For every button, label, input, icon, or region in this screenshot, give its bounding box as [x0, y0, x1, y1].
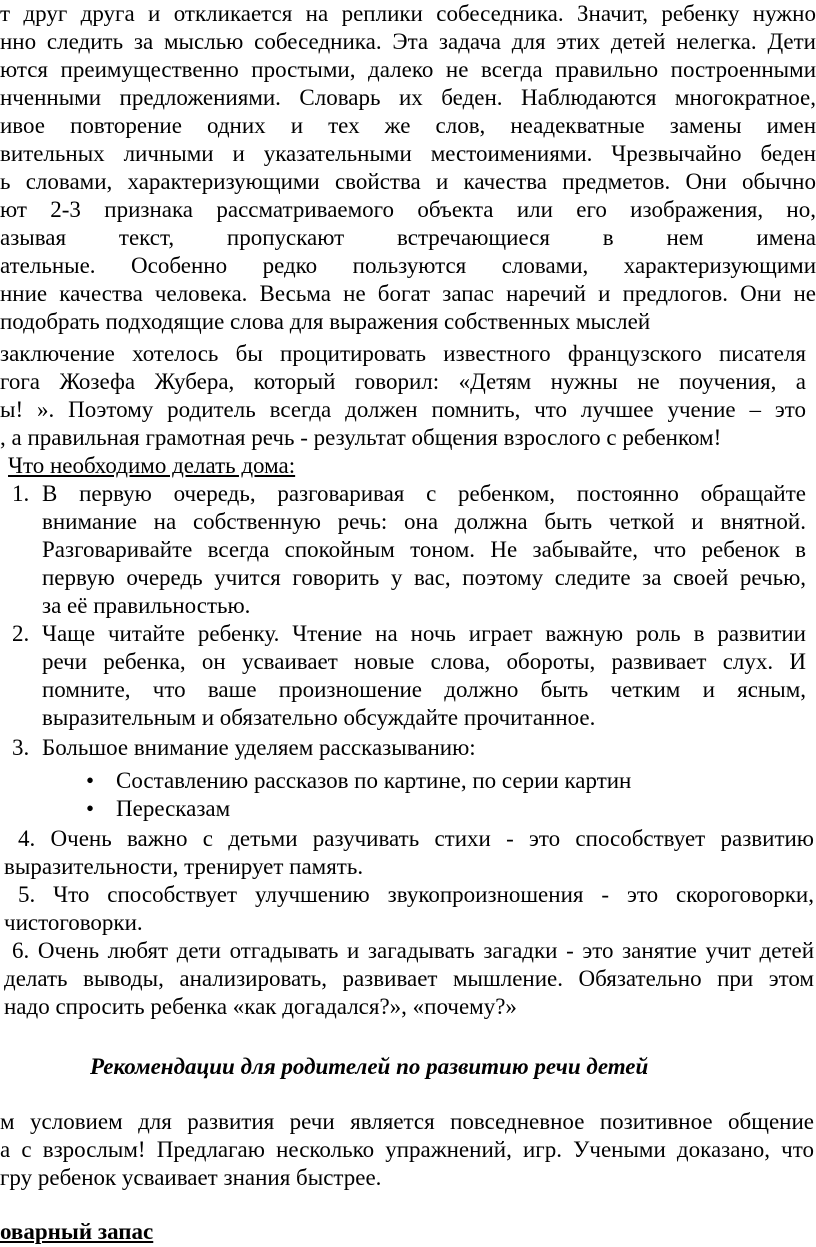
text-line: нно следить за мыслью собеседника. Эта задача для этих детей нелегка. Дети [0, 29, 816, 54]
text-line: 5. Что способствует улучшению звукопроизношения - это скороговорки, [18, 882, 814, 907]
text-line: Чаще читайте ребенку. Чтение на ночь играет важную роль в развитии [42, 621, 806, 646]
text-line: ы! ». Поэтому родитель всегда должен помнить, что лучшее учение – это [0, 397, 806, 422]
text-line: азывая текст, пропускают встречающиеся в нем имена [0, 225, 816, 250]
bullet-icon: • [86, 768, 95, 793]
text-line: внимание на собственную речь: она должна быть четкой и внятной. [42, 509, 806, 534]
home-heading: Что необходимо делать дома: [8, 453, 296, 478]
text-line: ательные. Особенно редко пользуются словами, характеризующими [0, 253, 816, 278]
text-line: ь словами, характеризующими свойства и качества предметов. Они обычно [0, 169, 816, 194]
text-line: Составлению рассказов по картине, по серии картин [116, 768, 632, 793]
text-line: Разговаривайте всегда спокойным тоном. Не забывайте, что ребенок в [42, 537, 806, 562]
text-line: за её правильностью. [42, 593, 251, 618]
text-line: Пересказам [116, 796, 231, 821]
text-line: заключение хотелось бы процитировать известного французского писателя [0, 341, 806, 366]
bullet-icon: • [86, 796, 95, 821]
list-number: 2. [12, 621, 30, 646]
text-line: помните, что ваше произношение должно быть четким и ясным, [42, 677, 806, 702]
text-line: м условием для развития речи является повседневное позитивное общение [0, 1109, 814, 1134]
recommendations-title: Рекомендации для родителей по развитию речи детей [90, 1054, 649, 1079]
text-line: а с взрослым! Предлагаю несколько упражнений, игр. Учеными доказано, что [0, 1137, 814, 1162]
text-line: ются преимущественно простыми, далеко не всегда правильно построенными [0, 57, 816, 82]
text-line: нченными предложениями. Словарь их беден. Наблюдаются многократное, [0, 85, 816, 110]
text-line: выразительным и обязательно обсуждайте прочитанное. [42, 705, 596, 730]
text-line: выразительности, тренирует память. [4, 854, 364, 879]
text-line: 6. Очень любят дети отгадывать и загадывать загадки - это занятие учит детей [12, 938, 814, 963]
text-line: вительных личными и указательными местоимениями. Чрезвычайно беден [0, 141, 816, 166]
text-line: речи ребенка, он усваивает новые слова, обороты, развивает слух. И [42, 649, 806, 674]
text-line: Большое внимание уделяем рассказыванию: [42, 735, 476, 760]
text-line: нние качества человека. Весьма не богат запас наречий и предлогов. Они не [0, 281, 816, 306]
text-line: гога Жозефа Жубера, который говорил: «Детям нужны не поучения, а [0, 369, 806, 394]
text-line: 4. Очень важно с детьми разучивать стихи - это способствует развитию [18, 826, 814, 851]
text-line: чистоговорки. [4, 910, 143, 935]
text-line: ивое повторение одних и тех же слов, неадекватные замены имен [0, 113, 816, 138]
text-line: делать выводы, анализировать, развивает мышление. Обязательно при этом [4, 966, 814, 991]
text-line: первую очередь учится говорить у вас, поэтому следите за своей речью, [42, 565, 806, 590]
section-heading: оварный запас [0, 1219, 154, 1244]
text-line: подобрать подходящие слова для выражения собственных мыслей [0, 309, 651, 334]
text-line: надо спросить ребенка «как догадался?», «почему?» [4, 994, 517, 1019]
list-number: 1. [12, 481, 30, 506]
list-number: 3. [12, 735, 30, 760]
text-line: гру ребенок усваивает знания быстрее. [0, 1165, 382, 1190]
text-line: В первую очередь, разговаривая с ребенком, постоянно обращайте [42, 481, 806, 506]
text-line: ют 2-3 признака рассматриваемого объекта или его изображения, но, [0, 197, 816, 222]
text-line: т друг друга и откликается на реплики собеседника. Значит, ребенку нужно [0, 1, 816, 26]
text-line: , а правильная грамотная речь - результат общения взрослого с ребенком! [0, 425, 722, 450]
